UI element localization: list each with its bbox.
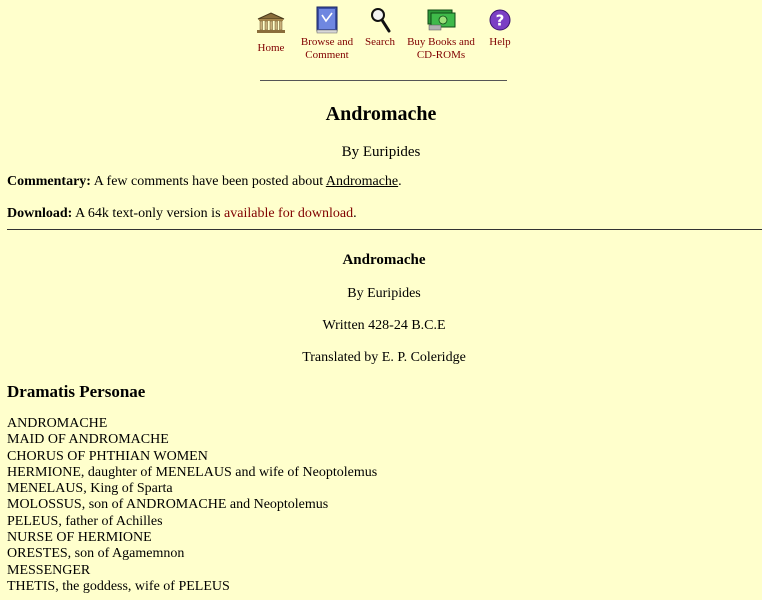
dramatis-personae-heading: Dramatis Personae [7,382,146,401]
list-item: MESSENGER [7,562,91,578]
question-icon [485,6,515,34]
book-icon [299,6,355,34]
download-period: . [353,206,357,221]
svg-text:?: ? [495,11,505,30]
nav-buy-books[interactable] [405,6,477,62]
list-item: HERMIONE, daughter of MENELAUS and wife of Neoptolemus [7,464,378,480]
commentary-link[interactable]: Andromache [325,174,399,189]
list-item: ANDROMACHE [7,416,108,431]
nav-browse-comment[interactable] [299,6,355,62]
commentary-line [7,174,402,190]
list-item: ORESTES, son of Agamemnon [7,546,185,562]
nav-help[interactable] [485,6,515,49]
nav-buy-label-line1[interactable]: Buy Books and [407,36,475,48]
nav-home[interactable] [254,6,288,55]
list-item: MOLOSSUS, son of ANDROMACHE and Neoptolemus [7,497,329,513]
list-item: MENELAUS, King of Sparta [7,481,173,497]
nav-home-label[interactable]: Home [257,42,285,54]
list-item: CHORUS OF PHTHIAN WOMEN [7,448,208,464]
download-text: A 64k text-only version is [72,206,225,221]
commentary-text: A few comments have been posted about [90,174,326,189]
work-written: Written 428-24 B.C.E [322,318,446,333]
nav-help-label[interactable]: Help [489,36,511,48]
download-link[interactable]: available for download [224,206,354,221]
work-title: Andromache [342,252,426,268]
list-item: NURSE OF HERMIONE [7,530,152,546]
nav-search-label[interactable]: Search [365,36,395,48]
temple-icon [254,12,288,40]
list-item: MAID OF ANDROMACHE [7,432,169,448]
nav-browse-label-line1[interactable]: Browse and [300,36,354,48]
character-list [7,416,377,595]
work-translator: Translated by E. P. Coleridge [302,350,466,365]
money-icon [405,6,477,34]
nav-search[interactable] [363,6,397,49]
page-title: Andromache [325,103,437,125]
magnifier-icon [363,6,397,34]
commentary-label: Commentary: [7,174,91,189]
list-item: THETIS, the goddess, wife of PELEUS [7,578,230,594]
commentary-period: . [398,174,402,189]
nav-buy-label-line2[interactable]: CD-ROMs [416,49,466,61]
top-navigation [0,6,762,66]
download-line [7,206,357,222]
content-divider [7,229,762,230]
nav-browse-label-line2[interactable]: Comment [305,49,349,61]
work-author: By Euripides [347,286,421,301]
page-byline: By Euripides [341,144,421,160]
nav-divider [260,80,507,81]
list-item: PELEUS, father of Achilles [7,513,163,529]
download-label: Download: [7,206,73,221]
